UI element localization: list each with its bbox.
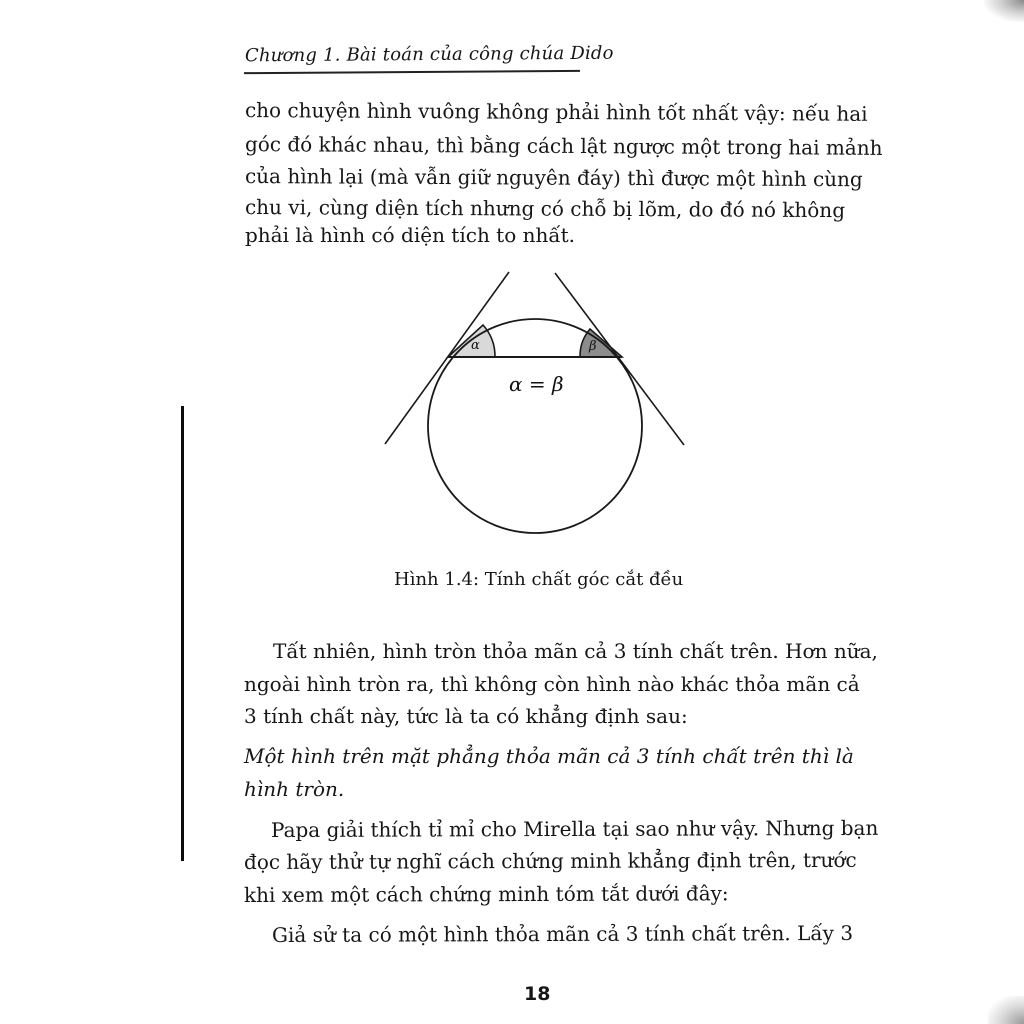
body-text-line: cho chuyện hình vuông không phải hình tốt nhất vậy: nếu hai — [244, 98, 868, 126]
running-head: Chương 1. Bài toán của công chúa Dido — [244, 42, 614, 67]
body-text-line: khi xem một cách chứng minh tóm tắt dưới đây: — [243, 881, 729, 907]
page-number: 18 — [524, 983, 551, 1005]
body-text-line: chu vi, cùng diện tích nhưng có chỗ bị lõm, do đó nó không — [244, 195, 846, 223]
body-text-line: 3 tính chất này, tức là ta có khẳng định sau: — [244, 704, 688, 728]
margin-bar — [181, 406, 184, 861]
alpha-label: α — [471, 338, 480, 353]
figure-1-4 — [370, 260, 700, 544]
body-text-line: ngoài hình tròn ra, thì không còn hình nào khác thỏa mãn cả — [244, 672, 860, 696]
beta-label: β — [589, 339, 597, 354]
body-text-line: của hình lại (mà vẫn giữ nguyên đáy) thì được một hình cùng — [244, 164, 863, 192]
figure-caption: Hình 1.4: Tính chất góc cắt đều — [394, 569, 684, 590]
equation-label: α = β — [509, 372, 564, 396]
page-corner-shadow — [988, 996, 1024, 1024]
theorem-line: Một hình trên mặt phẳng thỏa mãn cả 3 tính chất trên thì là — [244, 744, 854, 768]
body-text-line: Giả sử ta có một hình thỏa mãn cả 3 tính chất trên. Lấy 3 — [271, 920, 854, 947]
page-corner-shadow — [984, 0, 1024, 22]
body-text-line: phải là hình có diện tích to nhất. — [245, 223, 576, 247]
body-text-line: đọc hãy thử tự nghĩ cách chứng minh khẳng định trên, trước — [243, 847, 857, 874]
body-text-line: Tất nhiên, hình tròn thỏa mãn cả 3 tính chất trên. Hơn nữa, — [273, 639, 878, 663]
right-tangent-line — [555, 273, 684, 445]
angle-circle-diagram — [370, 260, 700, 540]
theorem-line: hình tròn. — [244, 777, 345, 801]
header-rule — [244, 70, 580, 74]
body-text-line: Papa giải thích tỉ mỉ cho Mirella tại sao như vậy. Nhưng bạn — [270, 815, 879, 842]
body-text-line: góc đó khác nhau, thì bằng cách lật ngược một trong hai mảnh — [244, 132, 883, 160]
